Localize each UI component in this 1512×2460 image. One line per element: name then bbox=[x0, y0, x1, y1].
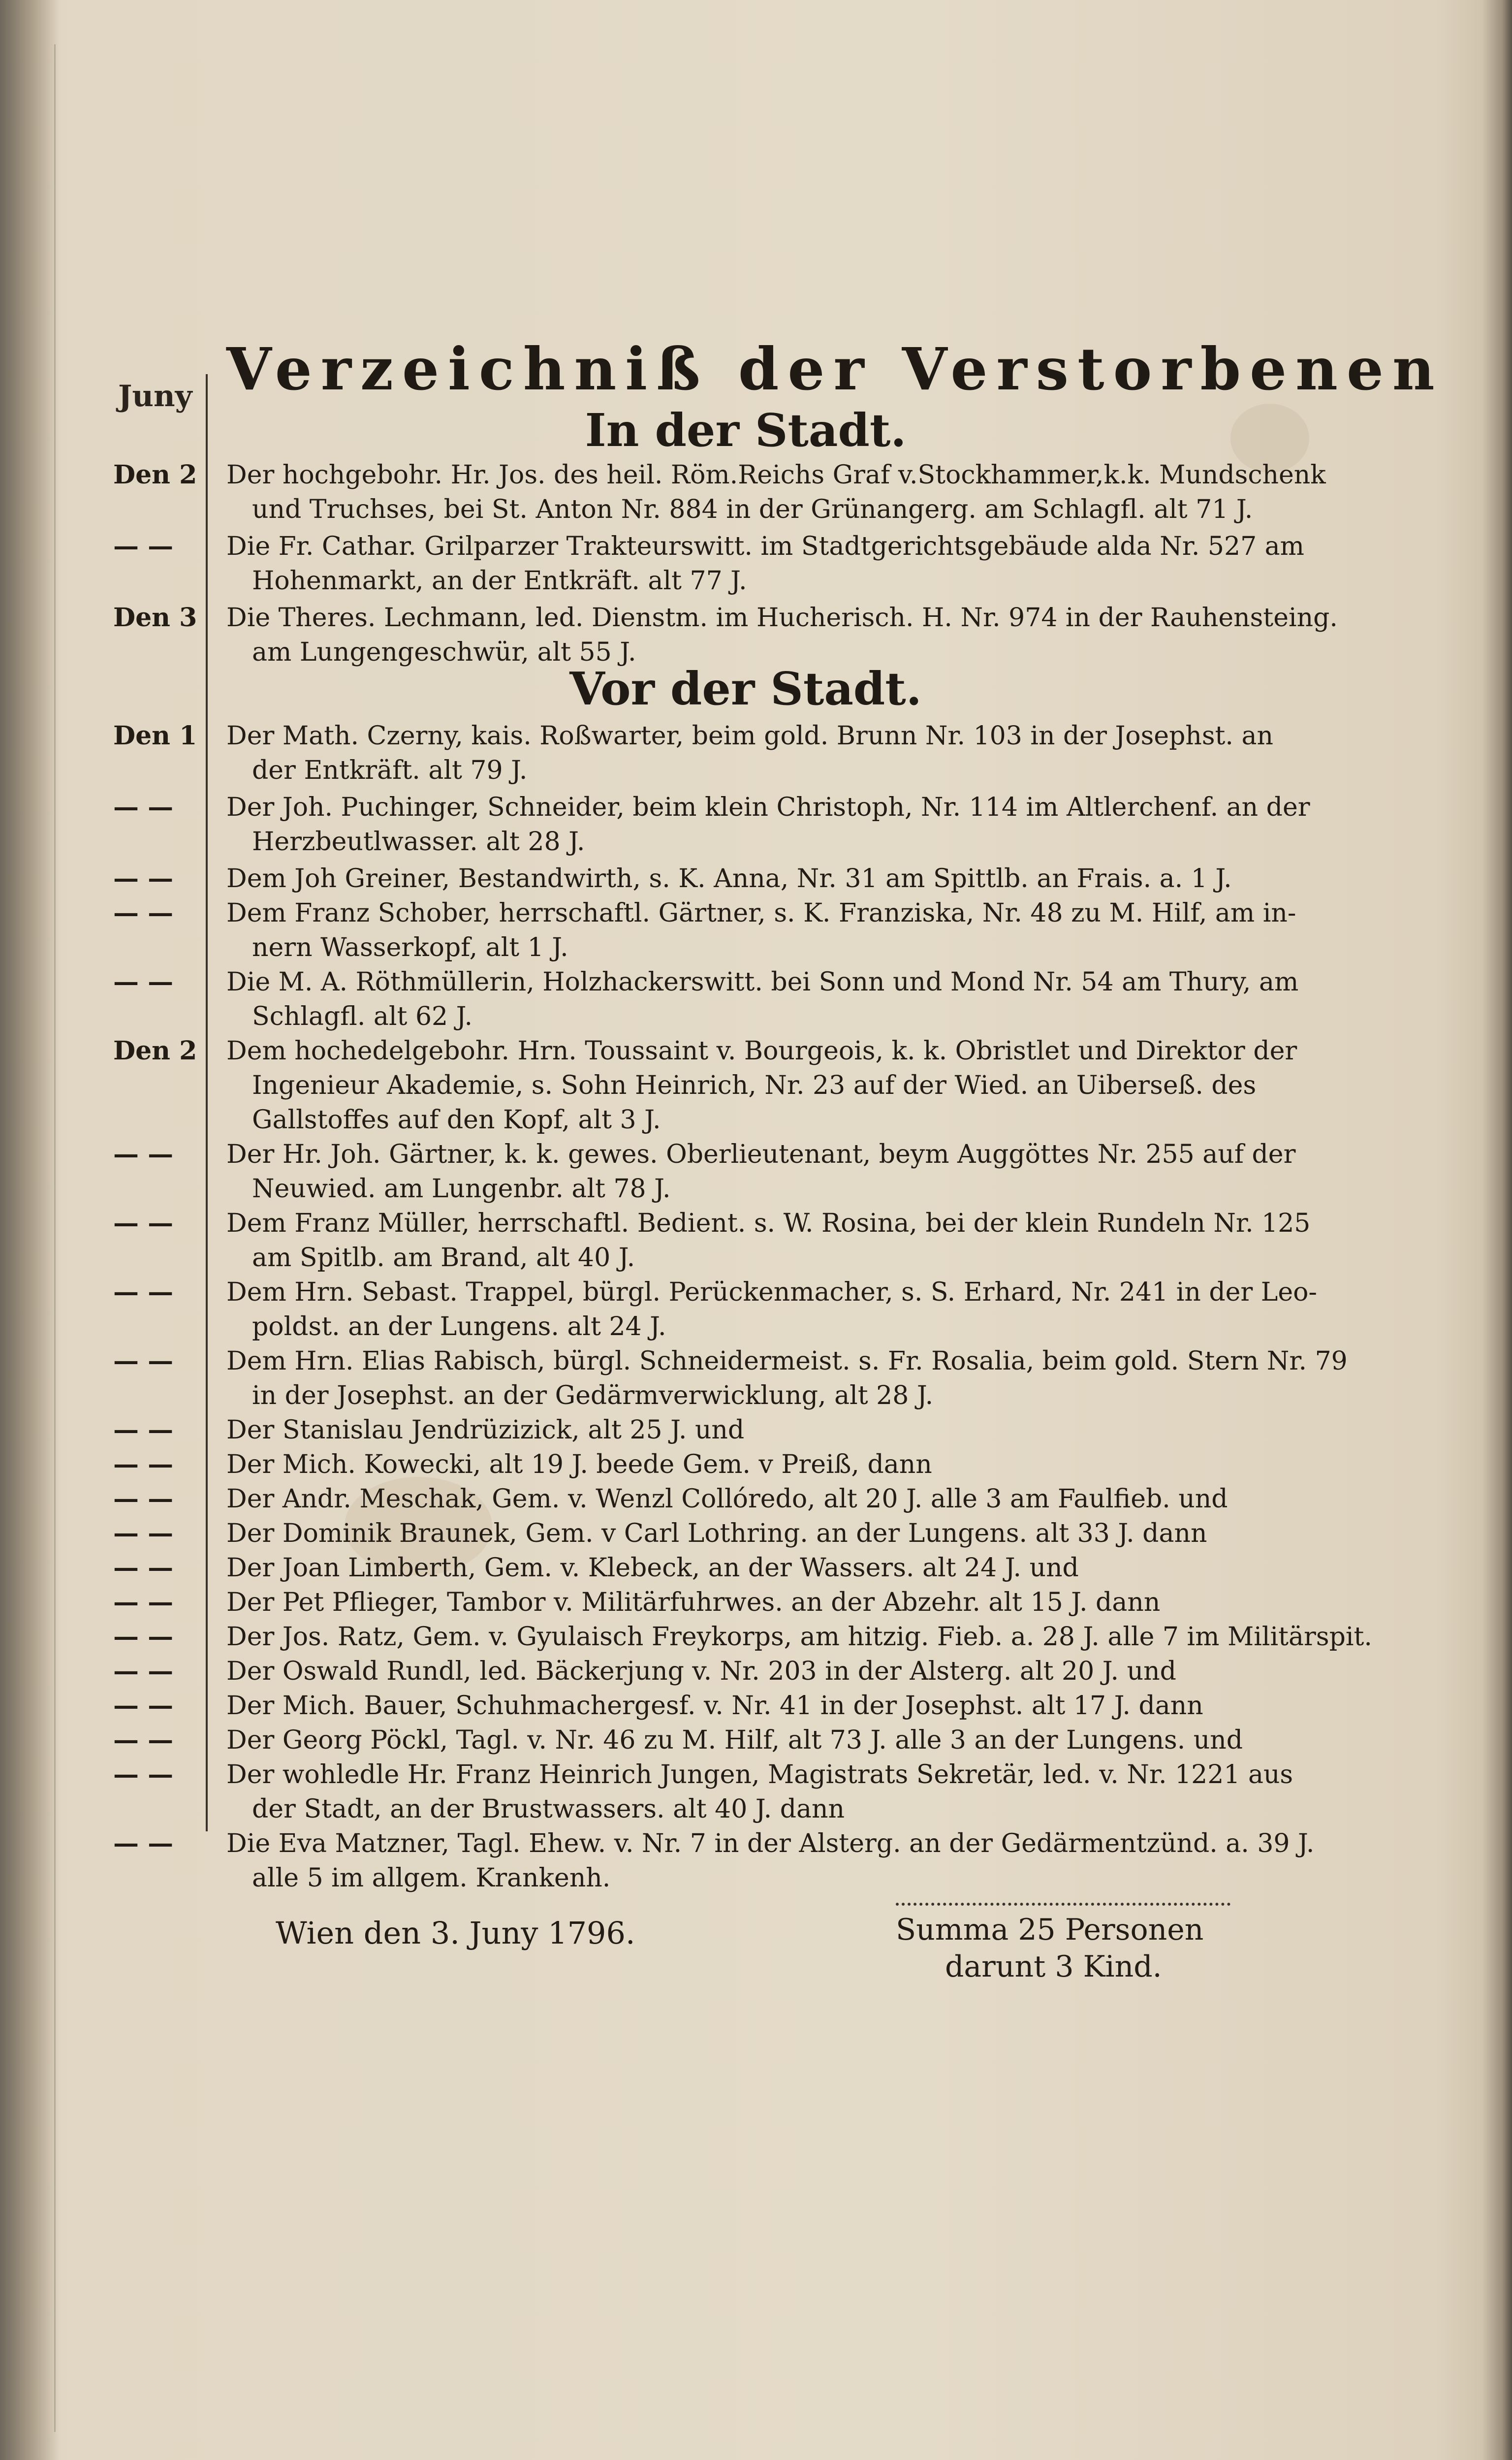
gutter-line bbox=[54, 44, 56, 2432]
page-fold-shadow bbox=[0, 0, 59, 2460]
entry-line: Dem hochedelgebohr. Hrn. Toussaint v. Bourgeois, k. k. Obristlet und Direktor der bbox=[226, 1036, 1297, 1066]
section-heading-suburb: Vor der Stadt. bbox=[569, 662, 922, 715]
entry-date: — — bbox=[113, 1759, 174, 1789]
entry-date: — — bbox=[113, 1518, 174, 1548]
entry-line: Der hochgebohr. Hr. Jos. des heil. Röm.Reichs Graf v.Stockhammer,k.k. Mundschenk bbox=[226, 460, 1326, 490]
death-entry bbox=[226, 458, 1326, 527]
entry-date: — — bbox=[113, 1208, 174, 1238]
entry-date: — — bbox=[113, 898, 174, 928]
entry-date: — — bbox=[113, 1415, 174, 1445]
entry-line: und Truchses, bei St. Anton Nr. 884 in der Grünangerg. am Schlagfl. alt 71 J. bbox=[252, 495, 1253, 524]
entry-line: der Stadt, an der Brustwassers. alt 40 J. dann bbox=[252, 1794, 845, 1824]
death-entry bbox=[226, 1620, 1372, 1654]
death-entry bbox=[226, 601, 1338, 670]
death-entry bbox=[226, 1551, 1265, 1585]
death-entry bbox=[226, 1275, 1317, 1344]
page-edge-shadow bbox=[1482, 0, 1512, 2460]
entry-line: Dem Hrn. Sebast. Trappel, bürgl. Perückenmacher, s. S. Erhard, Nr. 241 in der Leo- bbox=[226, 1278, 1317, 1307]
section-heading-city: In der Stadt. bbox=[585, 404, 907, 457]
entry-line: Der Georg Pöckl, Tagl. v. Nr. 46 zu M. Hilf, alt 73 J. alle 3 an der Lungens. und bbox=[226, 1725, 1243, 1755]
entry-line: Der Andr. Meschak, Gem. v. Wenzl Collóredo, alt 20 J. alle 3 am Faulfieb. und bbox=[226, 1484, 1228, 1514]
death-entry bbox=[226, 1516, 1265, 1551]
entry-line: Gallstoffes auf den Kopf, alt 3 J. bbox=[252, 1105, 661, 1135]
entry-date: — — bbox=[113, 1622, 174, 1652]
entry-date: Den 3 bbox=[113, 603, 197, 633]
summa-total: Summa 25 Personen bbox=[896, 1913, 1204, 1947]
death-entry bbox=[226, 1482, 1265, 1516]
entry-date: — — bbox=[113, 1725, 174, 1755]
entry-date: — — bbox=[113, 967, 174, 997]
death-entry bbox=[226, 1447, 1265, 1482]
summa-children: darunt 3 Kind. bbox=[945, 1949, 1162, 1984]
page-title: Verzeichniß der Verstorbenen bbox=[226, 335, 1444, 403]
entry-line: nern Wasserkopf, alt 1 J. bbox=[252, 933, 568, 962]
entry-line: Der Stanislau Jendrüzizick, alt 25 J. und bbox=[226, 1415, 745, 1445]
entry-date: — — bbox=[113, 1449, 174, 1479]
entry-date: — — bbox=[113, 1828, 174, 1858]
entry-date: Den 2 bbox=[113, 460, 197, 490]
entry-date: — — bbox=[113, 863, 174, 894]
death-entry bbox=[226, 1654, 1265, 1689]
entry-line: alle 5 im allgem. Krankenh. bbox=[252, 1863, 611, 1893]
entry-line: Der wohledle Hr. Franz Heinrich Jungen, Magistrats Sekretär, led. v. Nr. 1221 aus bbox=[226, 1760, 1293, 1789]
death-entry bbox=[226, 529, 1304, 598]
entry-line: Der Dominik Braunek, Gem. v Carl Lothring. an der Lungens. alt 33 J. dann bbox=[226, 1519, 1207, 1548]
death-entry bbox=[226, 1413, 1265, 1447]
summa-divider bbox=[896, 1903, 1230, 1907]
entry-line: Der Mich. Bauer, Schuhmachergesf. v. Nr. 41 in der Josephst. alt 17 J. dann bbox=[226, 1691, 1203, 1721]
death-entry bbox=[226, 1137, 1296, 1206]
entry-line: Der Joh. Puchinger, Schneider, beim klein Christoph, Nr. 114 im Altlerchenf. an der bbox=[226, 793, 1310, 822]
entry-line: am Lungengeschwür, alt 55 J. bbox=[252, 638, 636, 667]
entry-date: — — bbox=[113, 1346, 174, 1376]
entry-line: Neuwied. am Lungenbr. alt 78 J. bbox=[252, 1174, 671, 1204]
entry-line: in der Josephst. an der Gedärmverwicklung, alt 28 J. bbox=[252, 1381, 934, 1410]
death-entry bbox=[226, 1034, 1297, 1137]
entry-line: Der Joan Limberth, Gem. v. Klebeck, an der Wassers. alt 24 J. und bbox=[226, 1553, 1079, 1583]
entry-line: Hohenmarkt, an der Entkräft. alt 77 J. bbox=[252, 566, 747, 596]
death-entry bbox=[226, 1689, 1265, 1723]
margin-rule bbox=[206, 374, 208, 1831]
death-entry bbox=[226, 790, 1310, 859]
entry-date: — — bbox=[113, 1139, 174, 1169]
death-entry bbox=[226, 1344, 1348, 1413]
entry-line: Die Fr. Cathar. Grilparzer Trakteurswitt. im Stadtgerichtsgebäude alda Nr. 527 am bbox=[226, 532, 1304, 561]
entry-line: Dem Joh Greiner, Bestandwirth, s. K. Anna, Nr. 31 am Spittlb. an Frais. a. 1 J. bbox=[226, 864, 1232, 894]
entry-line: Der Jos. Ratz, Gem. v. Gyulaisch Freykorps, am hitzig. Fieb. a. 28 J. alle 7 im Militärspit. bbox=[226, 1622, 1372, 1652]
place-date: Wien den 3. Juny 1796. bbox=[276, 1915, 635, 1951]
entry-line: poldst. an der Lungens. alt 24 J. bbox=[252, 1312, 666, 1342]
entry-line: Dem Franz Müller, herrschaftl. Bedient. s. W. Rosina, bei der klein Rundeln Nr. 125 bbox=[226, 1209, 1311, 1238]
entry-line: Dem Hrn. Elias Rabisch, bürgl. Schneidermeist. s. Fr. Rosalia, beim gold. Stern Nr. 79 bbox=[226, 1346, 1348, 1376]
entry-date: — — bbox=[113, 531, 174, 561]
death-entry bbox=[226, 1757, 1293, 1826]
entry-date: — — bbox=[113, 1553, 174, 1583]
death-entry bbox=[226, 1585, 1265, 1620]
entry-line: Die Eva Matzner, Tagl. Ehew. v. Nr. 7 in der Alsterg. an der Gedärmentzünd. a. 39 J. bbox=[226, 1829, 1315, 1858]
entry-date: — — bbox=[113, 1656, 174, 1686]
entry-line: Dem Franz Schober, herrschaftl. Gärtner, s. K. Franziska, Nr. 48 zu M. Hilf, am in- bbox=[226, 898, 1296, 928]
month-label: Juny bbox=[118, 379, 192, 414]
entry-date: — — bbox=[113, 1277, 174, 1307]
death-entry bbox=[226, 965, 1299, 1034]
entry-line: am Spitlb. am Brand, alt 40 J. bbox=[252, 1243, 635, 1273]
entry-line: Der Mich. Kowecki, alt 19 J. beede Gem. v Preiß, dann bbox=[226, 1450, 932, 1479]
entry-line: Die M. A. Röthmüllerin, Holzhackerswitt. bei Sonn und Mond Nr. 54 am Thury, am bbox=[226, 967, 1299, 997]
entry-line: Schlagfl. alt 62 J. bbox=[252, 1002, 472, 1031]
entry-line: Ingenieur Akademie, s. Sohn Heinrich, Nr. 23 auf der Wied. an Uiberseß. des bbox=[252, 1071, 1257, 1100]
entry-line: Der Math. Czerny, kais. Roßwarter, beim gold. Brunn Nr. 103 in der Josephst. an bbox=[226, 721, 1273, 751]
death-entry bbox=[226, 896, 1296, 965]
entry-line: Die Theres. Lechmann, led. Dienstm. im Hucherisch. H. Nr. 974 in der Rauhensteing. bbox=[226, 603, 1338, 633]
entry-date: — — bbox=[113, 1484, 174, 1514]
entry-line: Der Oswald Rundl, led. Bäckerjung v. Nr. 203 in der Alsterg. alt 20 J. und bbox=[226, 1657, 1176, 1686]
death-entry bbox=[226, 862, 1265, 896]
death-entry bbox=[226, 719, 1273, 788]
entry-date: — — bbox=[113, 1587, 174, 1617]
entry-date: — — bbox=[113, 1691, 174, 1721]
entry-date: — — bbox=[113, 792, 174, 822]
entry-date: Den 1 bbox=[113, 721, 197, 751]
death-entry bbox=[226, 1826, 1315, 1895]
entry-line: Der Pet Pflieger, Tambor v. Militärfuhrwes. an der Abzehr. alt 15 J. dann bbox=[226, 1588, 1161, 1617]
death-entry bbox=[226, 1723, 1265, 1757]
death-entry bbox=[226, 1206, 1311, 1275]
entry-line: der Entkräft. alt 79 J. bbox=[252, 756, 528, 785]
entry-line: Herzbeutlwasser. alt 28 J. bbox=[252, 827, 585, 857]
entry-date: Den 2 bbox=[113, 1036, 197, 1066]
entry-line: Der Hr. Joh. Gärtner, k. k. gewes. Oberlieutenant, beym Auggöttes Nr. 255 auf der bbox=[226, 1140, 1296, 1169]
